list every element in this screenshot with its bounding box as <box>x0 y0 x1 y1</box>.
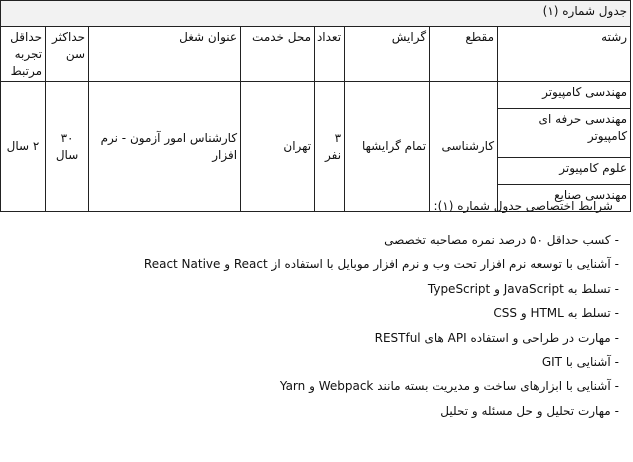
list-item <box>19 326 619 350</box>
conditions-title: شرایط اختصاصی جدول شماره (۱): <box>433 199 613 213</box>
list-dash: - <box>614 233 619 247</box>
field-cell: مهندسی صنایع <box>498 185 631 212</box>
header-min-experience: حداقل تجربه مرتبط <box>1 27 46 82</box>
field-cell: مهندسی کامپیوتر <box>498 82 631 109</box>
degree-cell: کارشناسی <box>430 82 498 212</box>
list-item-text: تسلط به JavaScript و TypeScript <box>427 281 611 296</box>
list-dash: - <box>614 281 619 296</box>
list-item <box>19 374 619 398</box>
min-experience-cell: ۲ سال <box>1 82 46 212</box>
field-cell: مهندسی حرفه ای کامپیوتر <box>498 109 631 158</box>
list-item-text: مهارت در طراحی و استفاده API های RESTful <box>374 330 611 345</box>
list-item <box>19 277 619 301</box>
header-degree: مقطع <box>430 27 498 82</box>
header-specialization: گرایش <box>345 27 430 82</box>
list-item <box>19 301 619 325</box>
list-item-text: مهارت تحلیل و حل مسئله و تحلیل <box>440 403 611 418</box>
list-item <box>19 228 619 252</box>
header-field: رشته <box>498 27 631 82</box>
list-item-text: آشنایی با GIT <box>541 354 611 369</box>
list-dash: - <box>614 257 619 272</box>
max-age-cell: ۳۰ سال <box>46 82 89 212</box>
header-max-age: حداکثر سن <box>46 27 89 82</box>
location-cell: تهران <box>241 82 315 212</box>
jobs-table <box>0 0 631 212</box>
list-item-text: کسب حداقل ۵۰ درصد نمره مصاحبه تخصصی <box>384 233 611 247</box>
job-title-cell: کارشناس امور آزمون - نرم افزار <box>89 82 241 212</box>
table-title: جدول شماره (۱) <box>1 1 631 27</box>
list-item <box>19 399 619 423</box>
list-dash: - <box>614 354 619 369</box>
list-dash: - <box>614 306 619 321</box>
list-dash: - <box>614 403 619 418</box>
field-cell: علوم کامپیوتر <box>498 158 631 185</box>
header-location: محل خدمت <box>241 27 315 82</box>
list-item-text: تسلط به HTML و CSS <box>493 306 611 321</box>
list-item <box>19 252 619 276</box>
list-item-text: آشنایی با ابزارهای ساخت و مدیریت بسته مانند Webpack و Yarn <box>279 379 611 394</box>
header-job-title: عنوان شغل <box>89 27 241 82</box>
list-item <box>19 350 619 374</box>
specialization-cell: تمام گرایشها <box>345 82 430 212</box>
list-dash: - <box>614 379 619 394</box>
header-count: تعداد <box>315 27 345 82</box>
list-dash: - <box>614 330 619 345</box>
list-item-text: آشنایی با توسعه نرم افزار تحت وب و نرم افزار موبایل با استفاده از React و React Native <box>143 257 611 272</box>
count-cell: ۳ نفر <box>315 82 345 212</box>
conditions-list <box>19 228 619 423</box>
